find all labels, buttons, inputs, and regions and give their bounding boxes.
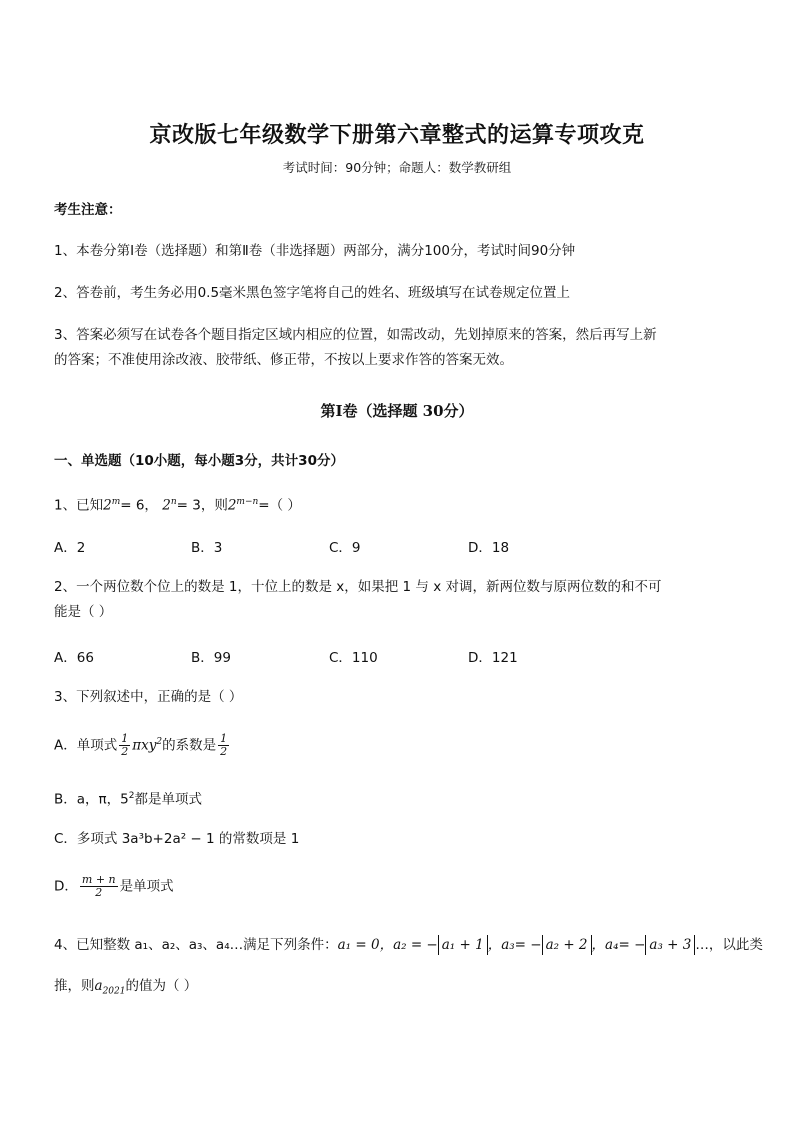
q3-d-fraction: [80, 874, 118, 899]
q1-tail: =（ ）: [258, 497, 301, 514]
q3-option-c: C．多项式 3a³b+2a² − 1 的常数项是 1: [54, 831, 300, 847]
q1-exp-b: n: [170, 497, 177, 507]
question-3-stem: 3、下列叙述中，正确的是（ ）: [54, 689, 243, 705]
q4-tail: …，以此类: [695, 937, 763, 953]
q3-b-text: B．a，π，5: [54, 791, 129, 808]
q3-a-fraction: [119, 733, 130, 758]
q4-line2-prefix: 推，则: [54, 978, 95, 994]
question-1: [54, 492, 301, 516]
q4-line2-var: a: [94, 978, 103, 994]
page-title: 京改版七年级数学下册第六章整式的运算专项攻克: [149, 122, 645, 148]
q3-a-denominator: 2: [121, 745, 129, 758]
q1-option-b: B．3: [191, 540, 223, 556]
q1-base-a: 2: [103, 497, 112, 514]
q3-a-mid: 的系数是: [162, 737, 217, 754]
question-4-line1: [54, 935, 763, 955]
q3-a-denominator-2: 2: [220, 745, 228, 758]
q3-a-fraction-2: [218, 733, 229, 758]
q3-a-prefix: A．单项式: [54, 737, 118, 754]
part-heading: 一、单选题（10小题，每小题3分，共计30分）: [54, 453, 344, 469]
q3-a-exp: 2: [156, 737, 163, 747]
q4-cond2a: a₂ = −: [393, 937, 438, 953]
question-4-line2: [54, 976, 197, 1002]
q3-option-d: [54, 874, 174, 899]
q1-val-b: = 3，则: [176, 497, 228, 514]
q1-exp-c: m−n: [236, 497, 259, 507]
q2-option-a: A．66: [54, 650, 94, 666]
q2-option-c: C．110: [329, 650, 378, 666]
q1-exp-a: m: [111, 497, 121, 507]
notice-item-2: 2、答卷前，考生务必用0.5毫米黑色签字笔将自己的姓名、班级填写在试卷规定位置上: [54, 285, 571, 301]
q1-base-c: 2: [227, 497, 237, 514]
q3-a-expr: πxy: [132, 737, 157, 754]
section-title: 第Ⅰ卷（选择题 30分）: [320, 402, 474, 420]
q3-d-numerator: m + n: [81, 873, 116, 886]
q3-option-b: [54, 786, 202, 810]
exam-info: 考试时间：90分钟；命题人：数学教研组: [282, 160, 512, 175]
q4-prefix: 4、已知整数 a₁、a₂、a₃、a₄…满足下列条件：: [54, 937, 338, 953]
q2-option-d: D．121: [468, 650, 518, 666]
q4-line2-sub: 2021: [102, 986, 126, 997]
q3-b-exp: 2: [128, 791, 135, 801]
q1-prefix: 1、已知: [54, 497, 104, 514]
q1-base-b: 2: [162, 497, 171, 514]
notice-item-3-line1: 3、答案必须写在试卷各个题目指定区域内相应的位置，如需改动，先划掉原来的答案，然后再写上新: [54, 327, 657, 343]
q3-d-denominator: 2: [95, 886, 103, 899]
q4-cond1: a₁ = 0，: [337, 937, 394, 953]
q2-option-b: B．99: [191, 650, 231, 666]
q4-cond4b: a₃ + 3: [645, 935, 695, 955]
notice-item-3-line2: 的答案；不准使用涂改液、胶带纸、修正带，不按以上要求作答的答案无效。: [54, 352, 513, 368]
q3-b-tail: 都是单项式: [134, 791, 202, 808]
q3-d-tail: 是单项式: [119, 878, 174, 895]
q3-a-numerator-2: 1: [220, 732, 228, 745]
q4-cond4a: ，a₄= −: [591, 937, 646, 953]
notice-item-1: 1、本卷分第Ⅰ卷（选择题）和第Ⅱ卷（非选择题）两部分，满分100分，考试时间90分钟: [54, 243, 576, 259]
q4-line2-tail: 的值为（ ）: [125, 978, 198, 994]
q1-option-a: A．2: [54, 540, 86, 556]
q1-option-c: C．9: [329, 540, 361, 556]
q1-val-a: = 6，: [120, 497, 158, 514]
q3-option-a: [54, 732, 231, 758]
question-2-line2: 能是（ ）: [54, 604, 113, 620]
q4-cond2b: a₁ + 1: [438, 935, 488, 955]
question-2-line1: 2、一个两位数个位上的数是 1，十位上的数是 x，如果把 1 与 x 对调，新两位数与原两位数的和不可: [54, 579, 662, 595]
q4-cond3b: a₂ + 2: [542, 935, 592, 955]
q3-a-numerator: 1: [121, 732, 129, 745]
q3-d-prefix: D．: [54, 878, 78, 895]
q4-cond3a: ，a₃= −: [487, 937, 542, 953]
notice-heading: 考生注意：: [54, 202, 122, 218]
q1-option-d: D．18: [468, 540, 510, 556]
